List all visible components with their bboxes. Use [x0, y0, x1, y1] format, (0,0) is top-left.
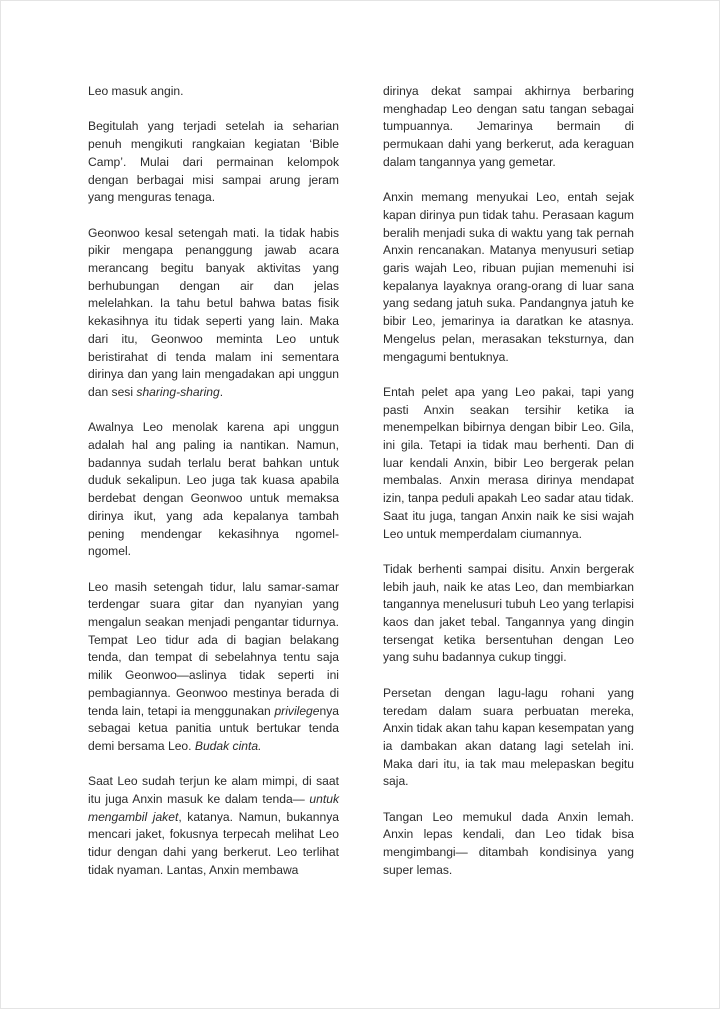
left-column — [88, 83, 339, 880]
paragraph: Begitulah yang terjadi setelah ia seharian penuh mengikuti rangkaian kegiatan ‘Bible Camp’. Mulai dari permainan kelompok dengan berbagai misi sampai arung jeram yang menguras tenaga. — [88, 119, 339, 205]
paragraph: Awalnya Leo menolak karena api unggun adalah hal ang paling ia nantikan. Namun, badannya sudah terlalu berat bahkan untuk duduk sekalipun. Leo juga tak kuasa apabila berdebat dengan Geonwoo untuk memaksa dirinya ikut, yang ada kepalanya tambah pening mendengar kekasihnya ngomel-ngomel. — [88, 420, 339, 559]
italic-text: privilege — [274, 703, 320, 718]
paragraph: Leo masuk angin. — [88, 84, 184, 98]
paragraph: Tangan Leo memukul dada Anxin lemah. Anxin lepas kendali, dan Leo tidak bisa mengimbangi— ditambah kondisinya yang super lemas. — [383, 809, 634, 877]
right-column — [383, 83, 634, 880]
paragraph: dirinya dekat sampai akhirnya berbaring menghadap Leo dengan satu tangan sebagai tumpuannya. Jemarinya bermain di permukaan dahi yang berkerut, ada keraguan dalam tangannya yang gemetar. — [383, 84, 634, 169]
paragraph: Persetan dengan lagu-lagu rohani yang teredam dalam suara perbuatan mereka, Anxin tidak akan tahu kapan kesempatan yang ia dambakan akan datang lagi setelah ini. Maka dari itu, ia tak mau melepaskan begitu saja. — [383, 685, 634, 789]
paragraph: Saat Leo sudah terjun ke alam mimpi, di saat itu juga Anxin masuk ke dalam tenda— untuk mengambil jaket, katanya. Namun, bukannya mencari jaket, fokusnya terpecah melihat Leo tidur dengan dahi yang berkerut. Leo terlihat tidak nyaman. Lantas, Anxin membawa — [88, 774, 339, 877]
paragraph: Entah pelet apa yang Leo pakai, tapi yang pasti Anxin seakan tersihir ketika ia menempelkan bibirnya dengan bibir Leo. Gila, ini gila. Tetapi ia tidak mau berhenti. Dan di luar kendali Anxin, bibir Leo bergerak pelan membalas. Anxin merasa dirinya mendapat izin, tanpa peduli apakah Leo sadar atau tidak. Saat itu juga, tangan Anxin naik ke sisi wajah Leo untuk memperdalam ciumannya. — [383, 384, 634, 541]
paragraph: Leo masih setengah tidur, lalu samar-samar terdengar suara gitar dan nyanyian yang mengalun seakan menjadi pengantar tidurnya. Tempat Leo tidur ada di bagian belakang tenda, dan tempat di sebelahnya tentu saja milik Geonwoo—aslinya tidak seperti ini pembagiannya. Geonwoo mestinya berada di tenda lain, tetapi ia menggunakan privilegenya sebagai ketua panitia untuk bertukar tenda demi bersama Leo. Budak cinta. — [88, 579, 339, 753]
paragraph: Tidak berhenti sampai disitu. Anxin bergerak lebih jauh, naik ke atas Leo, dan membiarkan tangannya menelusuri tubuh Leo yang terlapisi kaos dan jaket tebal. Tangannya yang dingin tersengat ketika bersentuhan dengan Leo yang suhu badannya cukup tinggi. — [383, 561, 634, 665]
italic-text: untuk mengambil jaket — [88, 792, 339, 824]
paragraph: Geonwoo kesal setengah mati. Ia tidak habis pikir mengapa penanggung jawab acara merancang begitu banyak aktivitas yang berhubungan dengan air dan jelas melelahkan. Ia tahu betul bahwa batas fisik kekasihnya itu tidak seperti yang lain. Maka dari itu, Geonwoo meminta Leo untuk beristirahat di tenda malam ini sementara dirinya dan yang lain mengadakan api unggun dan sesi sharing-sharing. — [88, 225, 339, 399]
italic-text: Budak cinta. — [194, 738, 262, 753]
italic-text: sharing-sharing — [136, 384, 220, 399]
paragraph: Anxin memang menyukai Leo, entah sejak kapan dirinya pun tidak tahu. Perasaan kagum beralih menjadi suka di waktu yang tak pernah Anxin rencanakan. Matanya menyusuri setiap garis wajah Leo, ribuan pujian memenuhi isi kepalanya layaknya orang-orang di luar sana yang sedang jatuh suka. Pandangnya jatuh ke bibir Leo, jemarinya ia daratkan ke atasnya. Mengelus pelan, merasakan teksturnya, dan mengagumi bentuknya. — [383, 190, 634, 364]
